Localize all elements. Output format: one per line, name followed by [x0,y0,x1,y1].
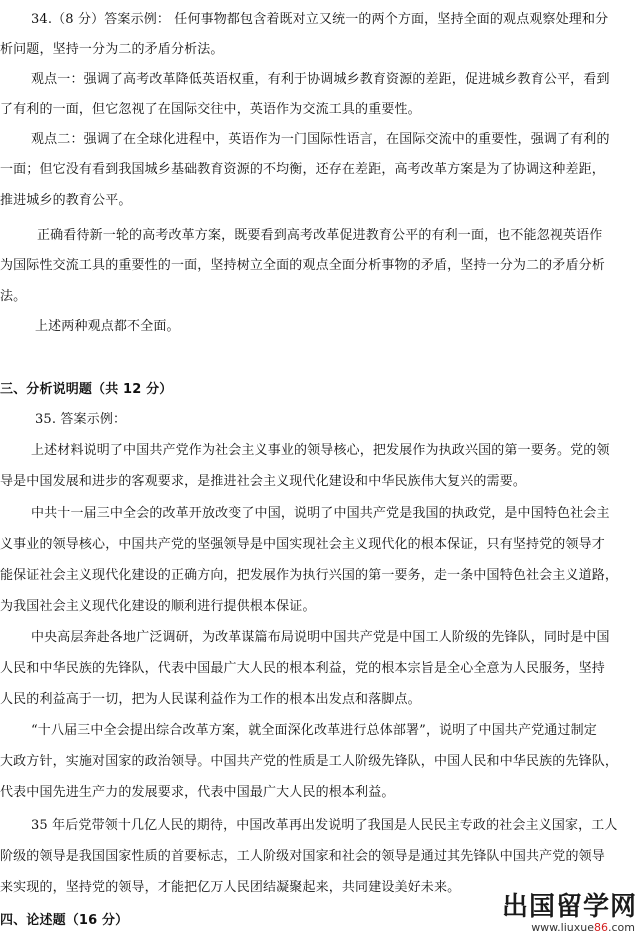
conclusion-line-1: 正确看待新一轮的高考改革方案，既要看到高考改革促进教育公平的有利一面，也不能忽视英语作 [37,228,603,243]
q34-answer-line-1: 34.（8 分）答案示例： 任何事物都包含着既对立又统一的两个方面，坚持全面的观点观察处理和分 [31,12,609,27]
q35-para4-line-2: 大政方针，实施对国家的政治领导。中国共产党的性质是工人阶级先锋队，中国人民和中华民族的先锋队， [0,754,619,769]
watermark-url-prefix: www.liuxue [531,921,594,934]
q35-para2-line-2: 义事业的领导核心，中国共产党的坚强领导是中国实现社会主义现代化的根本保证，只有坚持党的领导才 [0,537,605,552]
watermark-main-text: 出国留学网 [501,892,637,922]
section-three-heading: 三、分析说明题（共 12 分） [0,382,173,397]
viewpoint-two-line-2: 一面；但它没有看到我国城乡基础教育资源的不均衡，还存在差距，高考改革方案是为了协调这种差距， [0,162,605,177]
q35-para3-line-3: 人民的利益高于一切，把为人民谋利益作为工作的根本出发点和落脚点。 [0,692,421,707]
q35-para1-line-1: 上述材料说明了中国共产党作为社会主义事业的领导核心，把发展作为执政兴国的第一要务。党的领 [31,443,610,458]
q35-label: 35. 答案示例： [35,412,127,427]
conclusion-line-3: 法。 [0,289,27,304]
viewpoint-two-line-3: 推进城乡的教育公平。 [0,193,132,208]
conclusion-line-2: 为国际性交流工具的重要性的一面，坚持树立全面的观点全面分析事物的矛盾，坚持一分为二的矛盾分析 [0,258,605,273]
summary-line: 上述两种观点都不全面。 [35,319,180,334]
viewpoint-two-line-1: 观点二：强调了在全球化进程中，英语作为一门国际性语言，在国际交流中的重要性，强调了有利的 [31,132,610,147]
q35-para3-line-1: 中央高层奔赴各地广泛调研，为改革谋篇布局说明中国共产党是中国工人阶级的先锋队，同时是中国 [31,630,610,645]
q35-para4-line-3: 代表中国先进生产力的发展要求，代表中国最广大人民的根本利益。 [0,785,395,800]
q35-para3-line-2: 人民和中华民族的先锋队，代表中国最广大人民的根本利益，党的根本宗旨是全心全意为人民服务，坚持 [0,661,605,676]
q35-para5-line-2: 阶级的领导是我国国家性质的首要标志，工人阶级对国家和社会的领导是通过其先锋队中国共产党的领导 [0,849,605,864]
q35-para4-line-1: “十八届三中全会提出综合改革方案，就全面深化改革进行总体部署”，说明了中国共产党通过制定 [31,723,597,738]
q35-para2-line-3: 能保证社会主义现代化建设的正确方向，把发展作为执行兴国的第一要务，走一条中国特色社会主义道路， [0,568,619,583]
q35-para5-line-1: 35 年后党带领十几亿人民的期待，中国改革再出发说明了我国是人民民主专政的社会主义国家，工人 [31,818,618,833]
q35-para2-line-1: 中共十一届三中全会的改革开放改变了中国，说明了中国共产党是我国的执政党，是中国特色社会主 [31,506,610,521]
watermark-url [488,921,643,934]
viewpoint-one-line-2: 了有利的一面，但它忽视了在国际交往中，英语作为交流工具的重要性。 [0,102,421,117]
q35-para2-line-4: 为我国社会主义现代化建设的顺利进行提供根本保证。 [0,599,316,614]
viewpoint-one-line-1: 观点一：强调了高考改革降低英语权重，有利于协调城乡教育资源的差距，促进城乡教育公平，看到 [31,72,610,87]
site-watermark-logo [488,893,643,936]
q35-para1-line-2: 导是中国发展和进步的客观要求，是推进社会主义现代化建设和中华民族伟大复兴的需要。 [0,474,527,489]
q35-para5-line-3: 来实现的，坚持党的领导，才能把亿万人民团结凝聚起来，共同建设美好未来。 [0,880,461,895]
watermark-url-accent: 86 [594,921,608,934]
q34-answer-line-2: 析问题，坚持一分为二的矛盾分析法。 [0,42,224,57]
section-four-heading: 四、论述题（16 分） [0,913,129,928]
watermark-url-suffix: .com [608,921,635,934]
